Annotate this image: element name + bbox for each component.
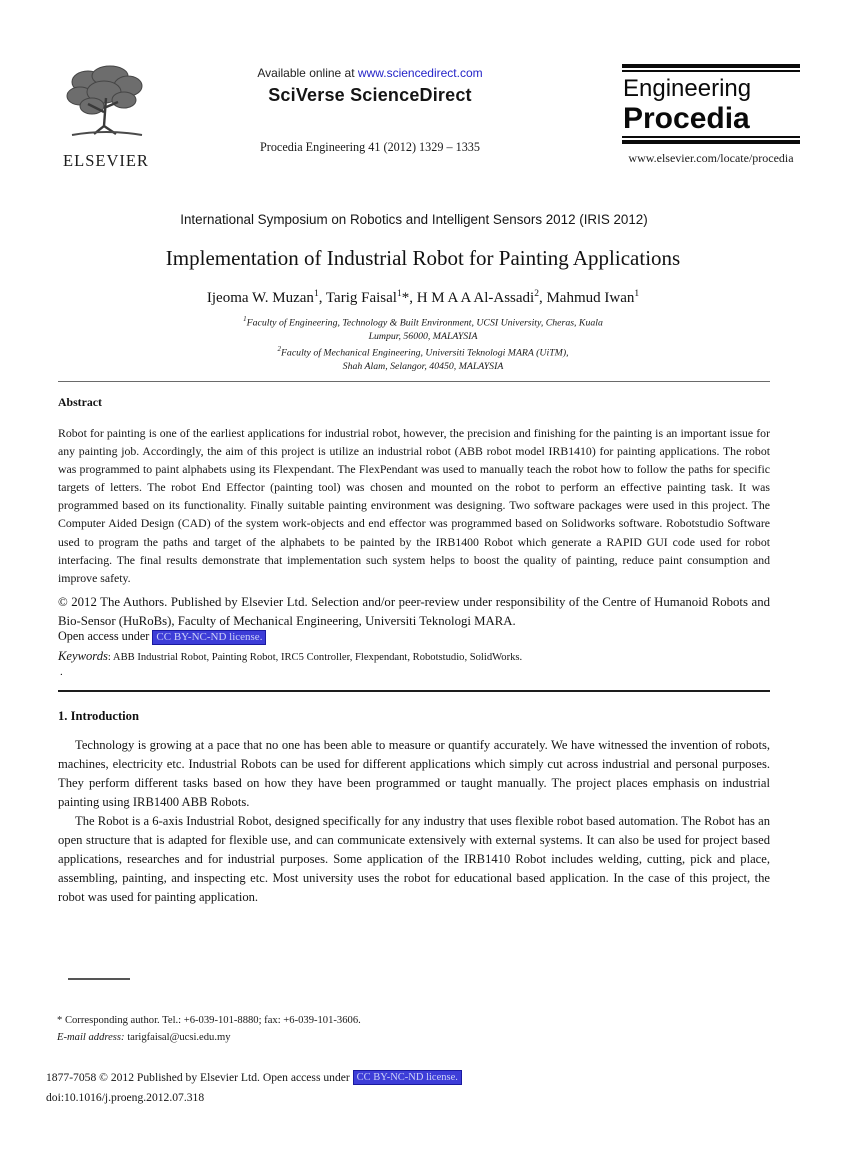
author: H M A A Al-Assadi$^2$, bbox=[416, 289, 547, 306]
elsevier-logo bbox=[52, 64, 160, 171]
available-online-line: Available online at www.sciencedirect.com bbox=[257, 66, 483, 80]
logo-bar-top-thick bbox=[622, 64, 800, 68]
footnote-tel-fax: * Corresponding author. Tel.: +6-039-101-8880; fax: +6-039-101-3606. bbox=[57, 1015, 361, 1026]
logo-bar-top-thin bbox=[622, 70, 800, 72]
footnote-divider bbox=[68, 978, 130, 980]
logo-procedia-text: Procedia bbox=[623, 102, 750, 135]
cc-license-link[interactable]: CC BY-NC-ND license. bbox=[152, 630, 266, 645]
sciencedirect-link[interactable]: www.sciencedirect.com bbox=[357, 66, 483, 80]
intro-paragraph-1: Technology is growing at a pace that no one has been able to measure or quantify accurately. We have witnessed the invention of robots, machines, electricity etc. Industrial Robots can be used for different applications which simply cut across industrial and personal purposes. They perform different tasks based on how they have been programmed or taught manually. The project places emphasis on industrial painting using IRB1400 ABB Robots. bbox=[58, 738, 770, 809]
author: Mahmud Iwan$^1$ bbox=[546, 289, 640, 306]
conference-name: International Symposium on Robotics and Intelligent Sensors 2012 (IRIS 2012) bbox=[180, 212, 648, 227]
affiliation-line: Lumpur, 56000, MALAYSIA bbox=[368, 330, 478, 342]
header-center bbox=[190, 66, 550, 155]
author: Tarig Faisal$^1$*, bbox=[325, 289, 417, 306]
copyright-statement: © 2012 The Authors. Published by Elsevier Ltd. Selection and/or peer-review under responsibility of the Centre of Humanoid Robots and Bio-Sensor (HuRoBs), Faculty of Mechanical Engineering, Universiti Teknologi MARA. bbox=[58, 595, 770, 628]
abstract-body: Robot for painting is one of the earliest applications for industrial robot, however, the precision and finishing for the painting is an important issue for any painting job. Accordingly, the aim of this project is utilize an industrial robot (ABB robot model IRB1410) for painting applications. The robot was programmed to paint alphabets using its Flexpendant. The FlexPendant was used to manually teach the robot how to follow the paths for specific targets of letters. The robot End Effector (painting tool) was chosen and mounted on the robot to perform an effective painting task. It was programmed based on its functionality. Finally suitable painting environment was designing. Two software packages were used in this project. The Computer Aided Design (CAD) of the system work-objects and end effector was programmed based on Solidworks software. Robotstudio Software used to program the paths and target of the alphabets to be painted by the IRB1400 Robot which generate a RAPID GUI code used for robot interfacing. The final results demonstrate that implementation such system helps to boost the quality of painting, reduce paint consumption and improve safety. bbox=[58, 426, 770, 585]
logo-engineering-text: Engineering bbox=[623, 75, 752, 102]
procedia-journal-logo bbox=[622, 64, 800, 166]
corresponding-author-footnote bbox=[57, 1012, 557, 1046]
elsevier-tree-icon bbox=[58, 131, 154, 148]
stray-period: . bbox=[60, 666, 63, 678]
author: Ijeoma W. Muzan$^1$, bbox=[206, 289, 326, 306]
affiliation-line: $^2$Faculty of Mechanical Engineering, Universiti Teknologi MARA (UiTM), bbox=[277, 345, 569, 359]
section-heading-introduction: 1. Introduction bbox=[58, 709, 139, 723]
keywords-label: Keywords bbox=[58, 649, 108, 663]
logo-bar-bottom-thick bbox=[622, 140, 800, 144]
keywords-line: Keywords: ABB Industrial Robot, Painting Robot, IRC5 Controller, Flexpendant, Robotstudio, SolidWorks. bbox=[58, 649, 523, 663]
footnote-email-line bbox=[57, 1029, 557, 1046]
divider-above-introduction bbox=[58, 690, 770, 692]
cc-license-link-footer[interactable]: CC BY-NC-ND license. bbox=[353, 1070, 462, 1085]
sciverse-sciencedirect-logo: SciVerse ScienceDirect bbox=[268, 85, 472, 105]
affiliation-line: $^1$Faculty of Engineering, Technology & Built Environment, UCSI University, Cheras, Kuala bbox=[243, 315, 603, 329]
doi-line: doi:10.1016/j.proeng.2012.07.318 bbox=[46, 1091, 205, 1104]
elsevier-locate-url: www.elsevier.com/locate/procedia bbox=[628, 151, 794, 165]
divider-above-abstract bbox=[58, 381, 770, 382]
open-access-line: Open access under CC BY-NC-ND license. bbox=[58, 629, 770, 645]
affiliations bbox=[100, 313, 746, 374]
authors-line bbox=[40, 289, 806, 307]
abstract-heading: Abstract bbox=[58, 395, 102, 409]
journal-citation: Procedia Engineering 41 (2012) 1329 – 1335 bbox=[259, 140, 480, 154]
email-value: tarigfaisal@ucsi.edu.my bbox=[124, 1032, 231, 1043]
email-label: E-mail address: bbox=[57, 1032, 125, 1043]
affiliation-line: Shah Alam, Selangor, 40450, MALAYSIA bbox=[342, 361, 504, 373]
logo-bar-bottom-thin bbox=[622, 136, 800, 138]
elsevier-wordmark: ELSEVIER bbox=[63, 151, 149, 170]
intro-paragraph-2: The Robot is a 6-axis Industrial Robot, designed specifically for any industry that uses flexible robot based automation. The Robot has an open structure that is adapted for flexible use, and can communicate extensively with external systems. It can also be used for project based applications, researches and for industrial purposes. Some application of the IRB1410 Robot includes welding, cutting, pick and place, assembling, painting, and inspecting etc. Most university uses the robot for educational based application. In the case of this project, the robot was used for painting application. bbox=[58, 814, 770, 904]
introduction-body bbox=[58, 736, 770, 907]
issn-copyright-line: 1877-7058 © 2012 Published by Elsevier Ltd. Open access under CC BY-NC-ND license. bbox=[46, 1070, 746, 1085]
page-title: Implementation of Industrial Robot for Painting Applications bbox=[165, 246, 681, 270]
